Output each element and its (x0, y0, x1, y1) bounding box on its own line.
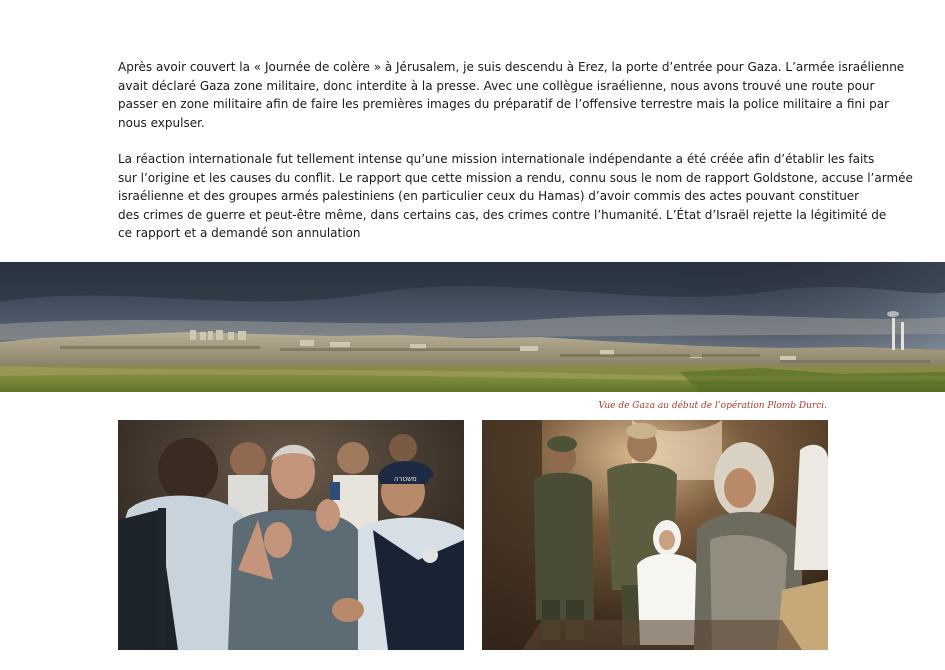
soldiers-alley-photo (482, 420, 828, 650)
paragraph-line: passer en zone militaire afin de faire les premières images du préparatif de l’offensive terrestre mais la police militaire a fini par (118, 97, 890, 112)
paragraph-line: nous expulser. (118, 115, 205, 130)
crowd-police-photo (118, 420, 464, 650)
paragraph-line: Après avoir couvert la « Journée de colère » à Jérusalem, je suis descendu à Erez, la porte d’entrée pour Gaza. L’armée israélienne (118, 60, 905, 74)
police-cap-text: משטרה (394, 475, 417, 483)
paragraph-line: des crimes de guerre et peut-être même, dans certains cas, des crimes contre l’humanité. L’État d’Israël rejette la légitimité de (118, 207, 887, 222)
paragraph-line: israélienne et des groupes armés palestiniens (en particulier ceux du Hamas) d’avoir commis des actes pouvant constituer (118, 189, 860, 204)
paragraph-1 (118, 58, 904, 132)
paragraph-2 (118, 150, 913, 243)
gaza-panorama-photo (0, 262, 945, 392)
paragraph-line: avait déclaré Gaza zone militaire, donc interdite à la presse. Avec une collègue israélienne, nous avons trouvé une route pour (118, 78, 875, 93)
paragraph-line: sur l’origine et les causes du conflit. Le rapport que cette mission a rendu, connu sous le nom de rapport Goldstone, accuse l’armée (118, 170, 913, 185)
paragraph-line: La réaction internationale fut tellement intense qu’une mission internationale indépendante a été créée afin d’établir les faits (118, 152, 875, 166)
paragraph-line: ce rapport et a demandé son annulation (118, 226, 361, 241)
photo-caption: Vue de Gaza au début de l’opération Plomb Durci. (598, 401, 827, 411)
